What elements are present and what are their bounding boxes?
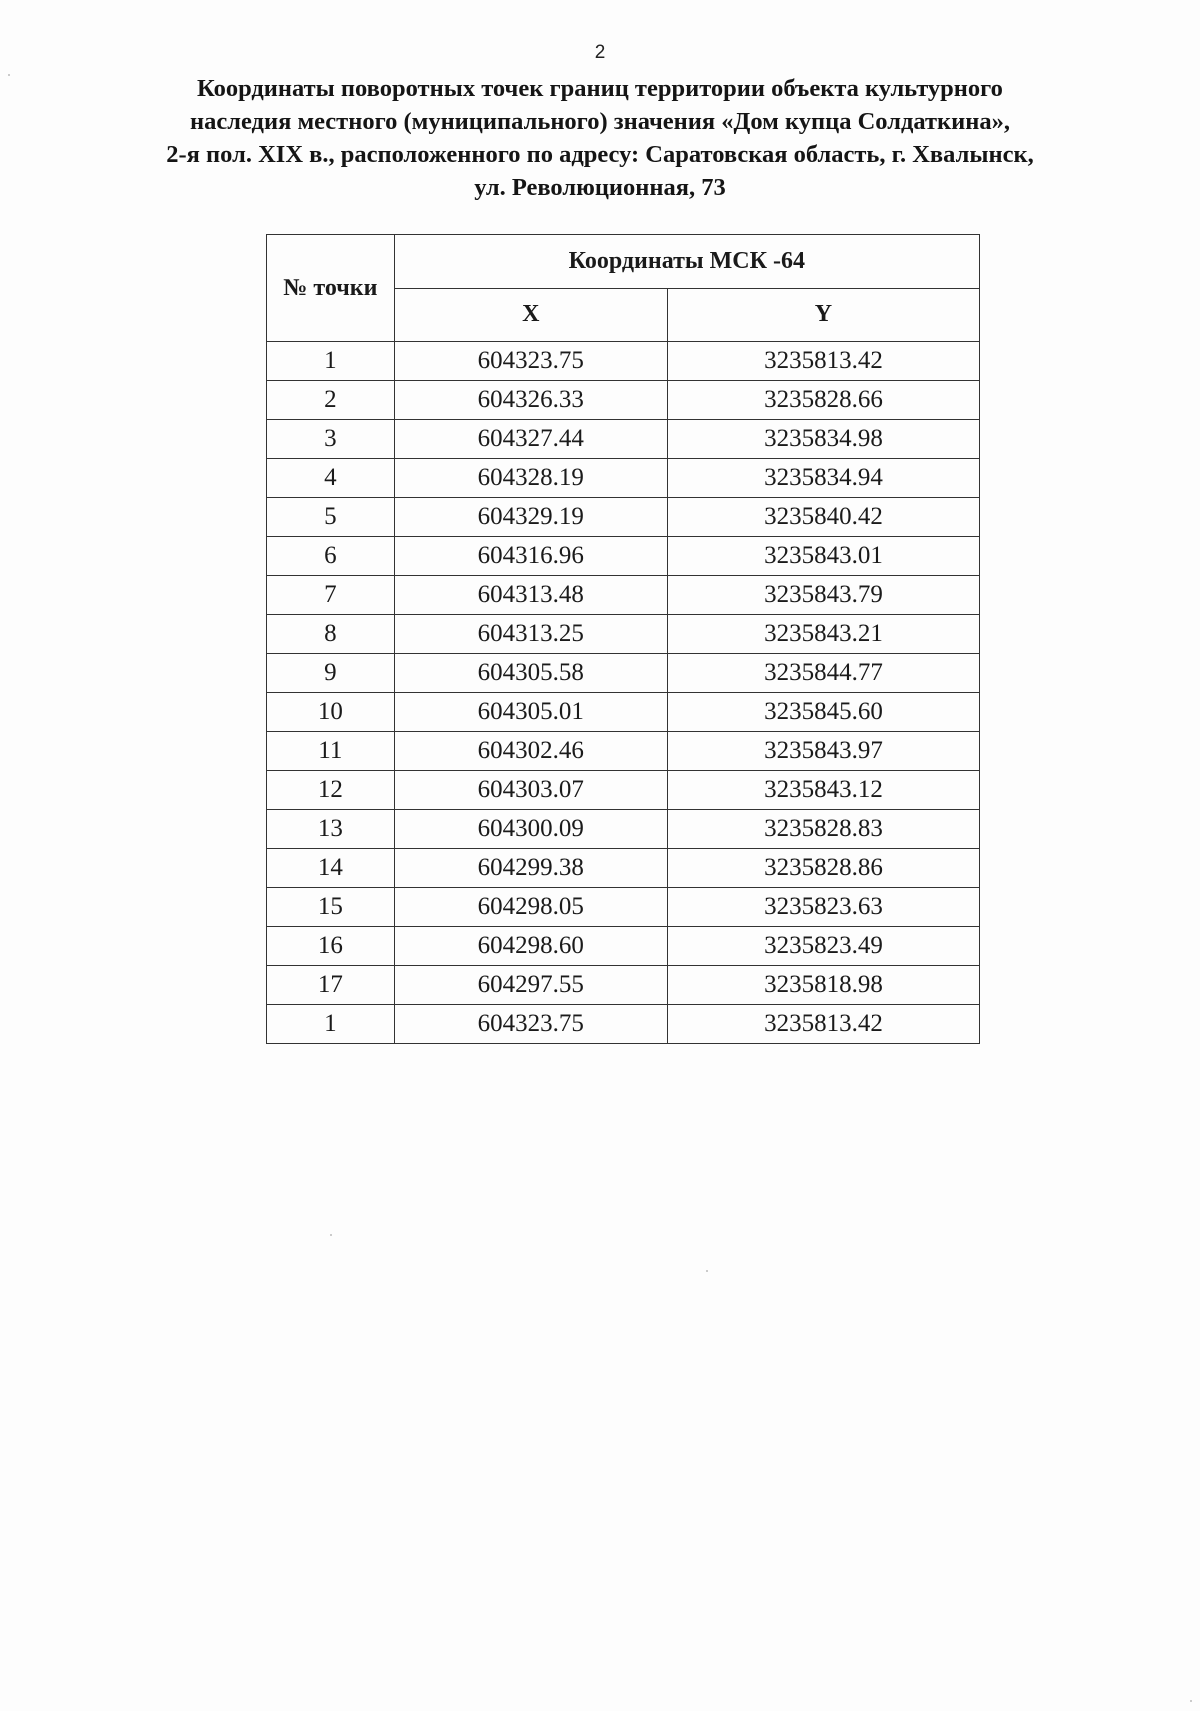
scan-speck — [1190, 1700, 1192, 1702]
cell-y: 3235843.79 — [667, 576, 979, 615]
cell-x: 604313.25 — [394, 615, 667, 654]
cell-point-number: 8 — [267, 615, 395, 654]
cell-x: 604302.46 — [394, 732, 667, 771]
cell-y: 3235828.66 — [667, 381, 979, 420]
title-line: Координаты поворотных точек границ территории объекта культурного — [197, 75, 1003, 102]
cell-y: 3235828.86 — [667, 849, 979, 888]
table-row — [267, 810, 980, 849]
cell-x: 604305.58 — [394, 654, 667, 693]
cell-x: 604298.60 — [394, 927, 667, 966]
table-row — [267, 927, 980, 966]
cell-x: 604323.75 — [394, 342, 667, 381]
coordinates-table — [266, 234, 980, 1044]
document-title — [60, 72, 1140, 204]
cell-point-number: 13 — [267, 810, 395, 849]
table-row — [267, 498, 980, 537]
table-row — [267, 615, 980, 654]
scan-speck — [706, 1270, 708, 1272]
cell-point-number: 1 — [267, 1005, 395, 1044]
cell-y: 3235813.42 — [667, 1005, 979, 1044]
table-body — [267, 342, 980, 1044]
cell-point-number: 5 — [267, 498, 395, 537]
cell-x: 604328.19 — [394, 459, 667, 498]
table-row — [267, 849, 980, 888]
cell-x: 604323.75 — [394, 1005, 667, 1044]
cell-y: 3235823.49 — [667, 927, 979, 966]
cell-y: 3235845.60 — [667, 693, 979, 732]
table-row — [267, 537, 980, 576]
cell-y: 3235834.98 — [667, 420, 979, 459]
cell-x: 604298.05 — [394, 888, 667, 927]
cell-point-number: 7 — [267, 576, 395, 615]
cell-x: 604299.38 — [394, 849, 667, 888]
cell-point-number: 3 — [267, 420, 395, 459]
header-y: Y — [667, 288, 979, 342]
table-row — [267, 459, 980, 498]
cell-x: 604300.09 — [394, 810, 667, 849]
cell-y: 3235840.42 — [667, 498, 979, 537]
table-row — [267, 693, 980, 732]
cell-x: 604297.55 — [394, 966, 667, 1005]
cell-y: 3235823.63 — [667, 888, 979, 927]
header-x: X — [394, 288, 667, 342]
table-row — [267, 966, 980, 1005]
header-point-number: № точки — [267, 235, 395, 342]
cell-point-number: 17 — [267, 966, 395, 1005]
cell-x: 604303.07 — [394, 771, 667, 810]
cell-x: 604326.33 — [394, 381, 667, 420]
cell-point-number: 14 — [267, 849, 395, 888]
table-row — [267, 342, 980, 381]
cell-y: 3235818.98 — [667, 966, 979, 1005]
cell-y: 3235843.21 — [667, 615, 979, 654]
cell-x: 604327.44 — [394, 420, 667, 459]
title-line: ул. Революционная, 73 — [474, 174, 726, 201]
table-row — [267, 381, 980, 420]
cell-y: 3235813.42 — [667, 342, 979, 381]
cell-point-number: 12 — [267, 771, 395, 810]
cell-y: 3235844.77 — [667, 654, 979, 693]
cell-x: 604329.19 — [394, 498, 667, 537]
table-row — [267, 1005, 980, 1044]
title-line: наследия местного (муниципального) значения «Дом купца Солдаткина», — [190, 108, 1010, 135]
cell-y: 3235828.83 — [667, 810, 979, 849]
table-row — [267, 888, 980, 927]
cell-y: 3235834.94 — [667, 459, 979, 498]
table-row — [267, 576, 980, 615]
cell-y: 3235843.12 — [667, 771, 979, 810]
scan-speck — [8, 74, 10, 76]
table-row — [267, 654, 980, 693]
table-row — [267, 771, 980, 810]
cell-y: 3235843.97 — [667, 732, 979, 771]
cell-point-number: 1 — [267, 342, 395, 381]
cell-x: 604305.01 — [394, 693, 667, 732]
cell-x: 604313.48 — [394, 576, 667, 615]
table-row — [267, 732, 980, 771]
table-header-row — [267, 235, 980, 289]
cell-point-number: 16 — [267, 927, 395, 966]
cell-y: 3235843.01 — [667, 537, 979, 576]
cell-point-number: 2 — [267, 381, 395, 420]
cell-point-number: 6 — [267, 537, 395, 576]
cell-x: 604316.96 — [394, 537, 667, 576]
title-line: 2-я пол. XIX в., расположенного по адресу: Саратовская область, г. Хвалынск, — [166, 141, 1034, 168]
header-coordinates-group: Координаты МСК -64 — [394, 235, 979, 289]
cell-point-number: 11 — [267, 732, 395, 771]
cell-point-number: 15 — [267, 888, 395, 927]
cell-point-number: 9 — [267, 654, 395, 693]
cell-point-number: 4 — [267, 459, 395, 498]
table-row — [267, 420, 980, 459]
cell-point-number: 10 — [267, 693, 395, 732]
scan-speck — [330, 1234, 332, 1236]
page-number: 2 — [594, 42, 606, 63]
